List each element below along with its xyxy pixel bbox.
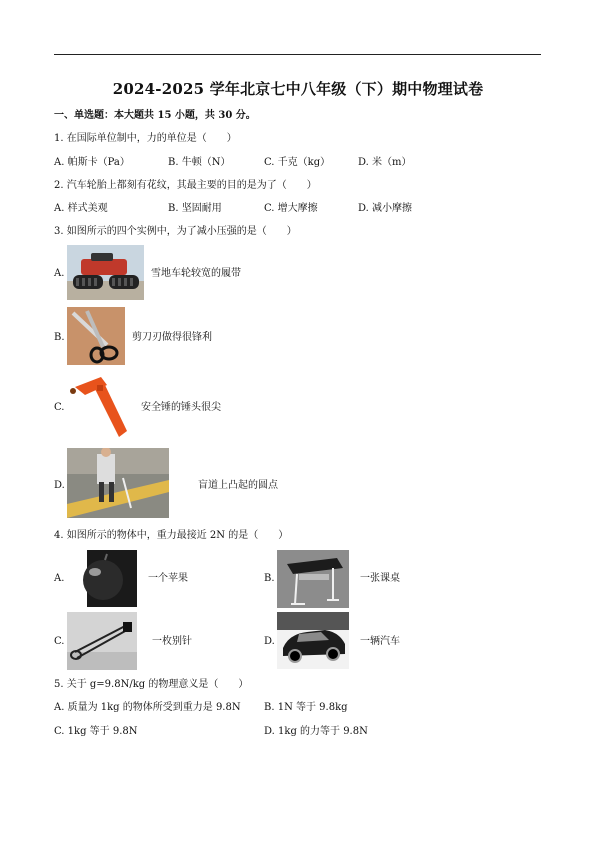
q5-option-c: C. 1kg 等于 9.8N: [54, 726, 138, 737]
question-4-stem: 4. 如图所示的物体中，重力最接近 2N 的是（ ）: [54, 530, 289, 541]
tactile-paving-image: [67, 448, 169, 518]
section-heading: 一、单选题：本大题共 15 小题，共 30 分。: [54, 110, 256, 121]
q2-option-c: C. 增大摩擦: [264, 203, 318, 214]
q2-option-d: D. 减小摩擦: [358, 203, 413, 214]
paper-title: 2024-2025 学年北京七中八年级（下）期中物理试卷: [112, 80, 484, 98]
q4-option-d-letter: D.: [264, 636, 275, 647]
header-rule: [54, 54, 541, 55]
q1-option-c: C. 千克（kg）: [264, 157, 331, 168]
q4-option-a-caption: 一个苹果: [148, 573, 188, 584]
question-3-stem: 3. 如图所示的四个实例中，为了减小压强的是（ ）: [54, 226, 297, 237]
q3-option-d-caption: 盲道上凸起的圆点: [198, 480, 278, 491]
q3-option-c-letter: C.: [54, 402, 65, 413]
q4-option-c-letter: C.: [54, 636, 65, 647]
q5-option-d: D. 1kg 的力等于 9.8N: [264, 726, 368, 737]
snowmobile-image: [67, 245, 144, 300]
q2-option-a: A. 样式美观: [54, 203, 108, 214]
q4-option-d-caption: 一辆汽车: [360, 636, 400, 647]
question-1-stem: 1. 在国际单位制中，力的单位是（ ）: [54, 133, 237, 144]
q3-option-a-letter: A.: [54, 268, 65, 279]
q4-option-a-letter: A.: [54, 573, 65, 584]
q5-option-b: B. 1N 等于 9.8kg: [264, 702, 348, 713]
scissors-image: [67, 307, 125, 365]
q3-option-d-letter: D.: [54, 480, 65, 491]
q4-option-b-letter: B.: [264, 573, 275, 584]
desk-image: [277, 550, 349, 608]
q2-option-b: B. 坚固耐用: [168, 203, 222, 214]
q3-option-b-letter: B.: [54, 332, 65, 343]
apple-image: [67, 550, 137, 607]
q1-option-d: D. 米（m）: [358, 157, 412, 168]
q3-option-a-caption: 雪地车轮较宽的履带: [151, 268, 241, 279]
q4-option-c-caption: 一枚别针: [152, 636, 192, 647]
q5-option-a: A. 质量为 1kg 的物体所受到重力是 9.8N: [54, 702, 241, 713]
q1-option-b: B. 牛顿（N）: [168, 157, 231, 168]
q4-option-b-caption: 一张课桌: [360, 573, 400, 584]
q3-option-b-caption: 剪刀刃做得很锋利: [132, 332, 212, 343]
question-5-stem: 5. 关于 g=9.8N/kg 的物理意义是（ ）: [54, 679, 249, 690]
safety-hammer-image: [67, 373, 135, 440]
safety-pin-image: [67, 612, 137, 670]
question-2-stem: 2. 汽车轮胎上都刻有花纹，其最主要的目的是为了（ ）: [54, 180, 317, 191]
q1-option-a: A. 帕斯卡（Pa）: [54, 157, 130, 168]
q3-option-c-caption: 安全锤的锤头很尖: [141, 402, 221, 413]
car-image: [277, 612, 349, 669]
